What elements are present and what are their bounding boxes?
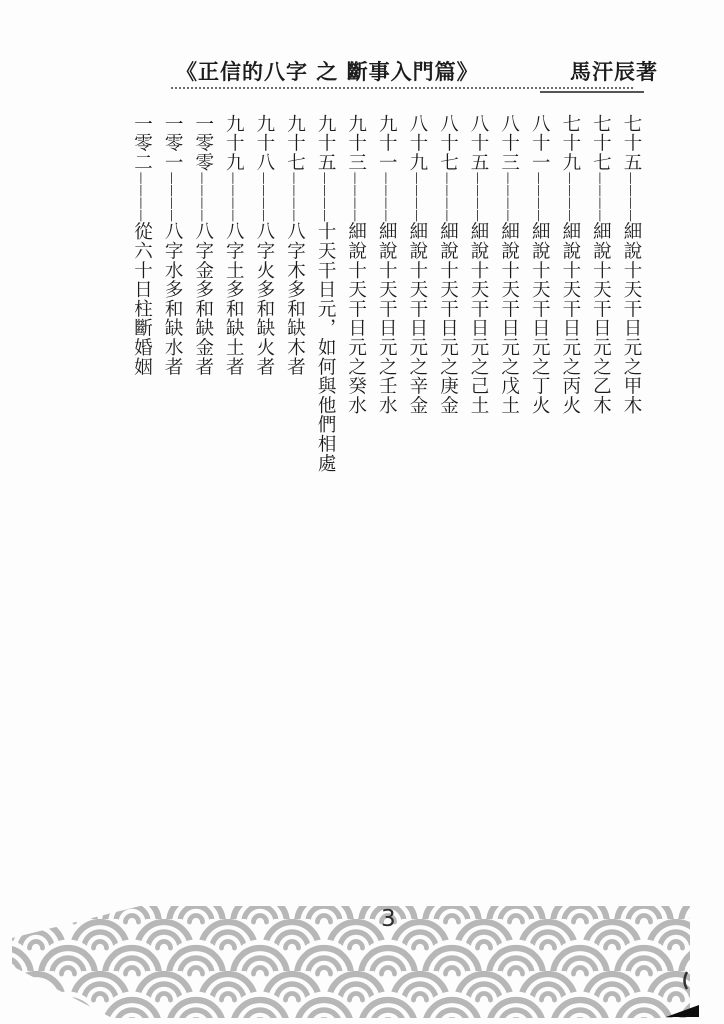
toc-entry-page-number: 八十九 <box>406 114 428 172</box>
toc-entry-page-number: 九十五 <box>315 114 337 172</box>
toc-entry-page-number: 九十八 <box>253 114 275 172</box>
toc-entry-leader: ———— <box>348 171 364 222</box>
toc-entry <box>462 114 493 534</box>
toc-entry-leader: ———— <box>562 171 578 222</box>
toc-entry-page-number: 七十五 <box>621 114 642 172</box>
toc-entry-leader: ———— <box>379 171 395 222</box>
toc-entry-title: 細說十天干日元之辛金 <box>406 221 428 415</box>
toc-entry-title: 細說十天干日元之甲木 <box>621 221 642 415</box>
toc-entry-leader: ———— <box>318 171 334 222</box>
toc-entry-leader: ———— <box>501 171 517 222</box>
wave-band <box>12 906 690 1018</box>
toc-entry <box>401 114 432 534</box>
toc-entry-leader: ———— <box>624 171 639 222</box>
toc-entry-title: 八字金多和缺金者 <box>192 221 214 377</box>
toc-entry-title: 從六十日柱斷婚姻 <box>131 221 153 377</box>
toc-entry-page-number: 九十一 <box>376 114 398 172</box>
toc-entry <box>585 114 616 534</box>
toc-entry <box>432 114 463 534</box>
toc-entry-page-number: 八十三 <box>498 114 520 172</box>
header-rule <box>171 87 633 89</box>
toc-entry-leader: ———— <box>165 171 181 222</box>
page-number: 3 <box>381 906 396 932</box>
toc-entry-leader: ———— <box>226 171 242 222</box>
toc-entry-page-number: 七十九 <box>559 114 581 172</box>
toc-entry <box>340 114 371 534</box>
toc-entry <box>248 114 279 534</box>
toc-entry-page-number: 七十七 <box>590 114 612 172</box>
toc-entry-page-number: 八十一 <box>529 114 551 172</box>
toc-entry <box>615 114 646 534</box>
toc-entry-title: 八字火多和缺火者 <box>253 221 275 377</box>
toc-entry-leader: ———— <box>532 171 548 222</box>
toc-entry <box>187 114 218 534</box>
toc-entry-title: 細說十天干日元之乙木 <box>590 221 612 415</box>
author-underline <box>540 91 644 93</box>
toc-entry-title: 細說十天干日元之戊土 <box>498 221 520 415</box>
toc-entry-page-number: 八十七 <box>437 114 459 172</box>
toc-entry-page-number: 一零零 <box>192 114 214 172</box>
toc-entry-leader: ———— <box>195 171 211 222</box>
toc-entry-page-number: 九十三 <box>345 114 367 172</box>
table-of-contents <box>126 114 646 534</box>
toc-entry-leader: ———— <box>409 171 425 222</box>
toc-entry-title: 八字木多和缺木者 <box>284 221 306 377</box>
toc-entry-title: 細說十天干日元之壬水 <box>376 221 398 415</box>
toc-entry <box>126 114 157 534</box>
toc-entry <box>279 114 310 534</box>
toc-entry-title: 細說十天干日元之丁火 <box>529 221 551 415</box>
toc-entry <box>309 114 340 534</box>
toc-entry-title: 細說十天干日元之庚金 <box>437 221 459 415</box>
toc-entry-leader: ———— <box>287 171 303 222</box>
book-title: 《正信的八字 之 斷事入門篇》 <box>176 59 479 84</box>
toc-entry <box>554 114 585 534</box>
toc-entry-page-number: 一零二 <box>131 114 153 172</box>
toc-entry-title: 八字土多和缺土者 <box>223 221 245 377</box>
toc-entry-leader: ———— <box>471 171 487 222</box>
toc-entry <box>371 114 402 534</box>
toc-entry-title: 細說十天干日元之己土 <box>468 221 490 415</box>
toc-entry-title: 十天干日元，如何與他們相處 <box>315 221 337 473</box>
page-header <box>176 56 658 86</box>
seigaiha-wave-pattern <box>0 900 724 1024</box>
toc-entry-page-number: 一零一 <box>162 114 184 172</box>
toc-entry-leader: ———— <box>593 171 609 222</box>
toc-entry-leader: ———— <box>440 171 456 222</box>
toc-entry <box>524 114 555 534</box>
author-name: 馬汗辰著 <box>570 59 658 84</box>
toc-entry-page-number: 九十七 <box>284 114 306 172</box>
toc-entry-title: 細說十天干日元之丙火 <box>559 221 581 415</box>
toc-entry-leader: ———— <box>256 171 272 222</box>
toc-entry-page-number: 八十五 <box>468 114 490 172</box>
toc-entry-page-number: 九十九 <box>223 114 245 172</box>
toc-entry-leader: ———— <box>134 171 150 222</box>
toc-entry <box>218 114 249 534</box>
toc-entry-title: 八字水多和缺水者 <box>162 221 184 377</box>
toc-entry <box>493 114 524 534</box>
toc-entry-title: 細說十天干日元之癸水 <box>345 221 367 415</box>
toc-entry <box>157 114 188 534</box>
